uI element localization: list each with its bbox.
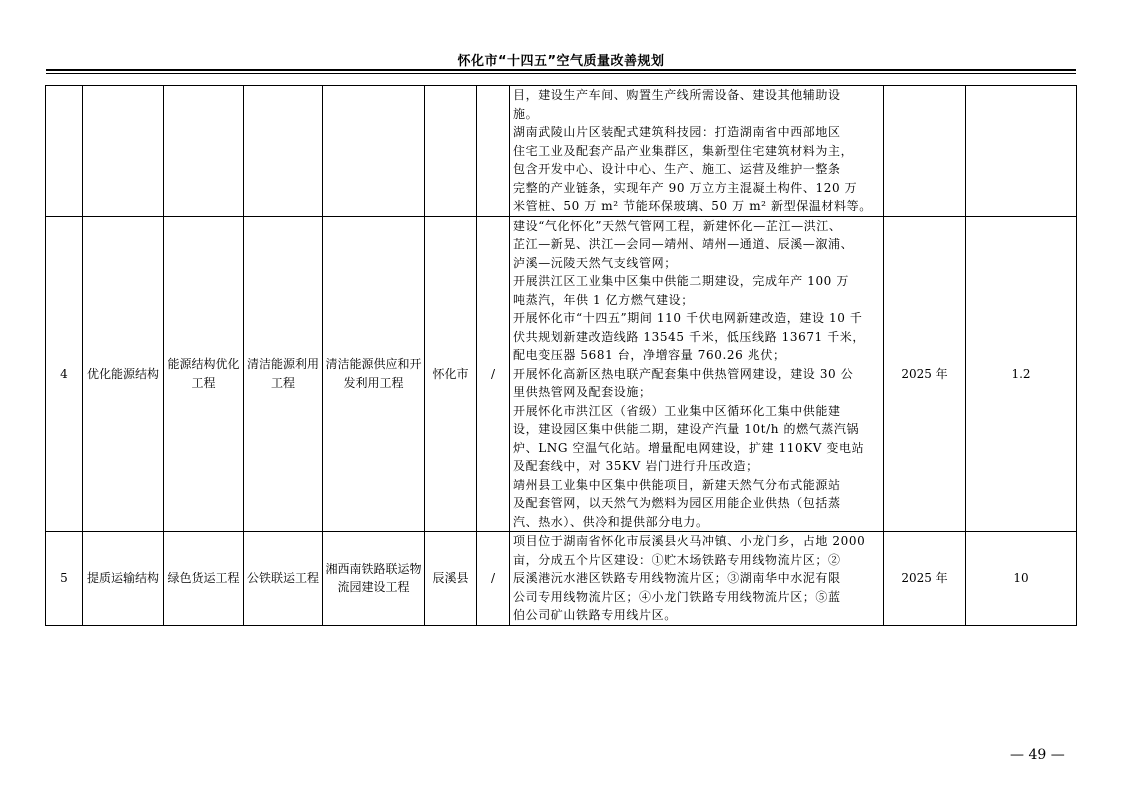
category-cell: 提质运输结构 (83, 532, 164, 626)
content-line: 完整的产业链条，实现年产 90 万立方主混凝土构件、120 万 (513, 180, 858, 195)
category-cell (83, 86, 164, 217)
page-header-title: 怀化市“十四五”空气质量改善规划 (457, 54, 665, 69)
content-line: 开展怀化高新区热电联产配套集中供热管网建设，建设 30 公 (513, 366, 854, 381)
content-line: 设，建设园区集中供能二期，建设产汽量 10t/h 的燃气蒸汽锅 (513, 422, 860, 436)
content-line: 公司专用线物流片区；④小龙门铁路专用线物流片区；⑤蓝 (513, 589, 841, 604)
content-line: 开展洪江区工业集中区集中供能二期建设，完成年产 100 万 (513, 274, 849, 288)
content-line: 靖州县工业集中区集中供能项目，新建天然气分布式能源站 (513, 477, 841, 492)
project-name-cell (323, 86, 425, 217)
row-index-cell: 4 (46, 216, 83, 532)
slash-cell: / (477, 216, 510, 532)
content-line: 住宅工业及配套产品产业集群区，集新型住宅建筑材料为主， (513, 143, 854, 158)
project-content-cell (510, 216, 884, 532)
header-rule-thin (46, 73, 1076, 74)
content-line: 辰溪港沅水港区铁路专用线物流片区；③湖南华中水泥有限 (513, 571, 841, 585)
location-cell: 怀化市 (425, 216, 477, 532)
table-row (46, 216, 1077, 532)
content-line: 亩，分成五个片区建设：①贮木场铁路专用线物流片区；② (513, 552, 841, 567)
content-line: 泸溪—沅陵天然气支线管网； (513, 255, 677, 270)
content-line: 炉、LNG 空温气化站。增量配电网建设，扩建 110KV 变电站 (513, 440, 865, 455)
subcategory-cell: 绿色货运工程 (164, 532, 244, 626)
completion-year-cell (884, 86, 966, 217)
content-line: 开展怀化市“十四五”期间 110 千伏电网新建改造，建设 10 千 (513, 311, 863, 325)
content-line: 包含开发中心、设计中心、生产、施工、运营及维护一整条 (513, 162, 841, 176)
content-line: 湖南武陵山片区装配式建筑科技园：打造湖南省中西部地区 (513, 125, 841, 139)
content-line: 吨蒸汽，年供 1 亿方燃气建设； (513, 292, 694, 307)
row-index-cell (46, 86, 83, 217)
page-number: — 49 — (1010, 747, 1065, 763)
location-cell (425, 86, 477, 217)
table-row (46, 532, 1077, 626)
category-cell: 优化能源结构 (83, 216, 164, 532)
content-line: 里供热管网及配套设施； (513, 385, 652, 399)
content-line: 伯公司矿山铁路专用线片区。 (513, 608, 677, 622)
content-line: 目，建设生产车间、购置生产线所需设备、建设其他辅助设 (513, 88, 841, 102)
investment-amount-cell (966, 86, 1077, 217)
investment-amount-cell: 10 (966, 532, 1077, 626)
completion-year-cell: 2025 年 (884, 216, 966, 532)
completion-year-cell: 2025 年 (884, 532, 966, 626)
subcategory-cell: 能源结构优化工程 (164, 216, 244, 532)
project-type-cell: 清洁能源利用工程 (244, 216, 323, 532)
location-cell: 辰溪县 (425, 532, 477, 626)
content-line: 芷江—新晃、洪江—会同—靖州、靖州—通道、辰溪—溆浦、 (513, 237, 854, 251)
content-line: 伏共规划新建改造线路 13545 千米，低压线路 13671 千米， (513, 329, 866, 344)
projects-table (45, 85, 1077, 626)
subcategory-cell (164, 86, 244, 217)
content-line: 配电变压器 5681 台，净增容量 760.26 兆伏； (513, 348, 786, 362)
content-line: 施。 (513, 106, 539, 121)
content-line: 开展怀化市洪江区（省级）工业集中区循环化工集中供能建 (513, 403, 841, 418)
content-line: 及配套线中，对 35KV 岩门进行升压改造； (513, 459, 759, 473)
content-line: 汽、热水）、供冷和提供部分电力。 (513, 514, 709, 529)
content-line: 建设“气化怀化”天然气管网工程，新建怀化—芷江—洪江、 (513, 218, 842, 233)
table-row (46, 86, 1077, 217)
project-type-cell: 公铁联运工程 (244, 532, 323, 626)
project-name-cell: 湘西南铁路联运物流园建设工程 (323, 532, 425, 626)
project-name-cell: 清洁能源供应和开发利用工程 (323, 216, 425, 532)
slash-cell (477, 86, 510, 217)
content-line: 米管桩、50 万 m² 节能环保玻璃、50 万 m² 新型保温材料等。 (513, 199, 872, 213)
project-content-cell (510, 86, 884, 217)
header-rule-thick (46, 69, 1076, 71)
row-index-cell: 5 (46, 532, 83, 626)
content-line: 及配套管网，以天然气为燃料为园区用能企业供热（包括蒸 (513, 496, 841, 510)
project-type-cell (244, 86, 323, 217)
project-content-cell (510, 532, 884, 626)
investment-amount-cell: 1.2 (966, 216, 1077, 532)
content-line: 项目位于湖南省怀化市辰溪县火马冲镇、小龙门乡，占地 2000 (513, 534, 866, 548)
slash-cell: / (477, 532, 510, 626)
